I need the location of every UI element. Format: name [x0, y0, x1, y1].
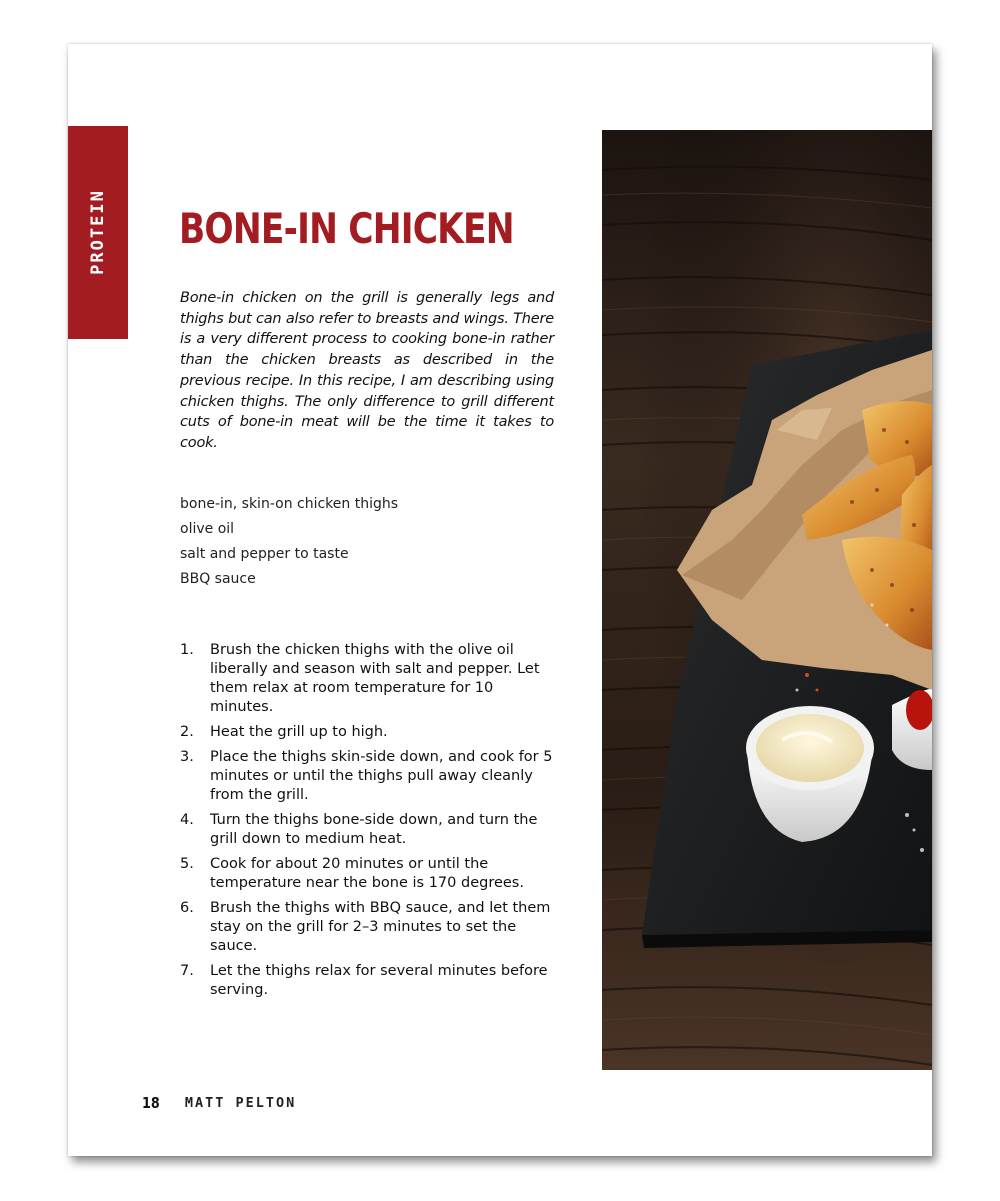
step-number: 3. — [180, 749, 194, 765]
ingredient-item: olive oil — [180, 521, 235, 537]
instruction-step — [180, 723, 560, 742]
recipe-intro: Bone-in chicken on the grill is generally legs and thighs but can also refer to breasts and wings. There is a very different process to cooking bone-in rather than the chicken breasts as described in the previous recipe. In this recipe, I am describing using chicken thighs. The only difference to grill different cuts of bone-in meat will be the time it takes to cook. — [180, 290, 554, 451]
ingredient-item: bone-in, skin-on chicken thighs — [180, 496, 399, 512]
section-tab — [68, 126, 128, 339]
ingredients-list — [180, 492, 398, 592]
step-text: Let the thighs relax for several minutes before serving. — [210, 963, 548, 998]
step-text: Brush the chicken thighs with the olive oil liberally and season with salt and pepper. Let them relax at room temperature for 10 minutes. — [210, 642, 540, 715]
step-text: Brush the thighs with BBQ sauce, and let them stay on the grill for 2–3 minutes to set the sauce. — [210, 900, 551, 954]
step-number: 4. — [180, 812, 194, 828]
step-text: Turn the thighs bone-side down, and turn the grill down to medium heat. — [210, 812, 538, 847]
step-text: Heat the grill up to high. — [210, 724, 388, 740]
instruction-step — [180, 855, 560, 893]
step-number: 1. — [180, 642, 194, 658]
instruction-step — [180, 962, 560, 1000]
step-number: 7. — [180, 963, 194, 979]
section-label: PROTEIN — [88, 189, 108, 275]
step-text: Place the thighs skin-side down, and cook for 5 minutes or until the thighs pull away cleanly from the grill. — [210, 749, 553, 803]
page-footer — [142, 1093, 296, 1113]
page-number: 18 — [142, 1094, 160, 1112]
instruction-step — [180, 899, 560, 956]
step-number: 5. — [180, 856, 194, 872]
step-number: 6. — [180, 900, 194, 916]
recipe-title: BONE-IN CHICKEN — [179, 204, 514, 253]
step-number: 2. — [180, 724, 194, 740]
ingredient-item: salt and pepper to taste — [180, 546, 349, 562]
food-photo — [602, 130, 932, 1070]
book-page — [68, 44, 932, 1156]
instruction-step — [180, 748, 560, 805]
ingredient-item: BBQ sauce — [180, 571, 256, 587]
instruction-step — [180, 641, 560, 717]
instruction-step — [180, 811, 560, 849]
step-text: Cook for about 20 minutes or until the temperature near the bone is 170 degrees. — [210, 856, 524, 891]
author-name: MATT PELTON — [184, 1095, 297, 1111]
instructions-list — [180, 641, 560, 1006]
